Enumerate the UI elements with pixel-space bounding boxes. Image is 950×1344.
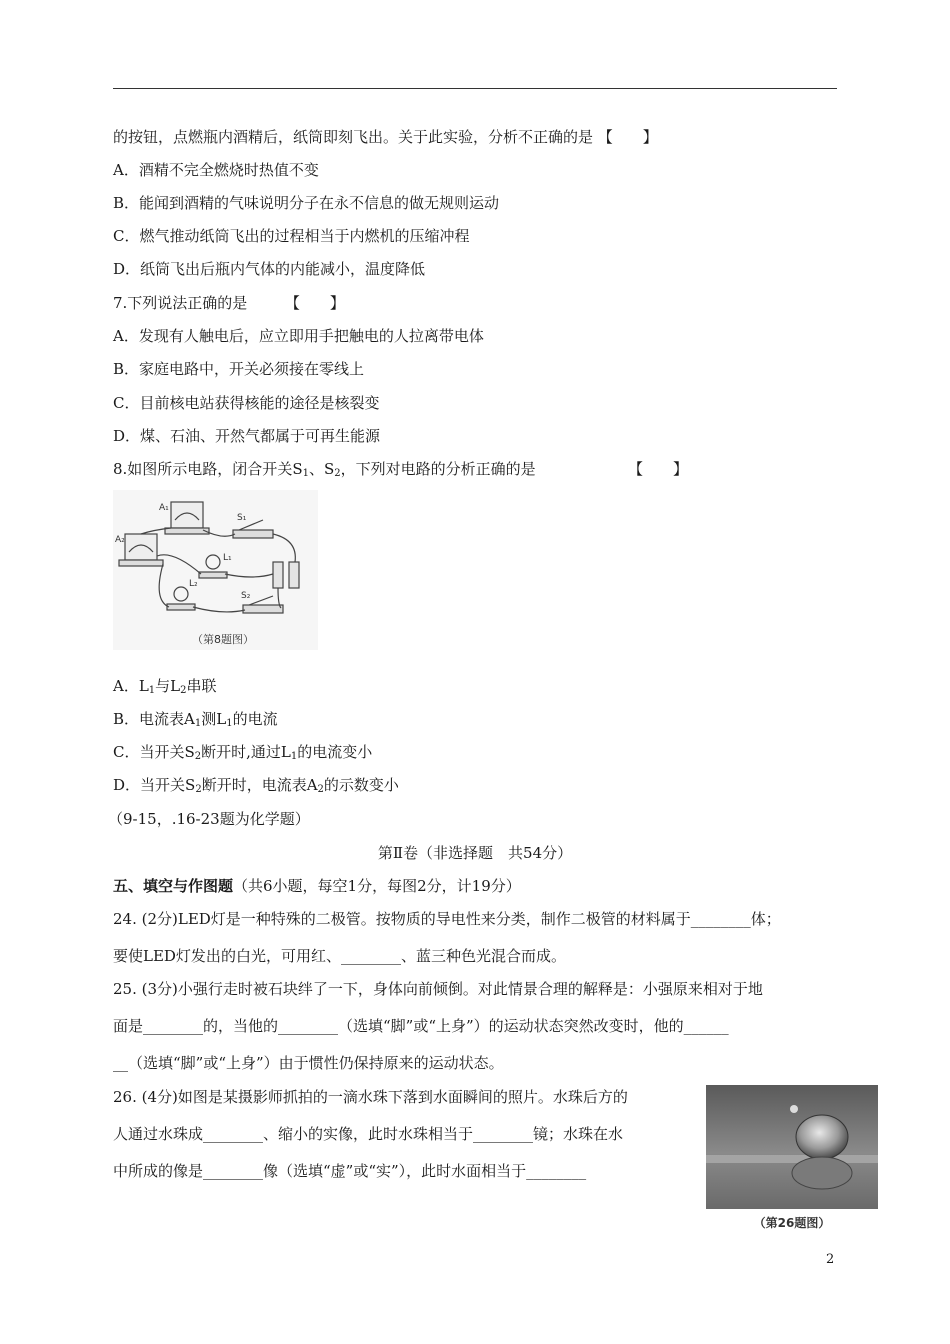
q26-line3: 中所成的像是________像（选填“虚”或“实”），此时水面相当于________ bbox=[113, 1162, 587, 1180]
water-drop-photo bbox=[706, 1085, 878, 1235]
circuit-figure bbox=[113, 490, 318, 650]
fig26-caption: （第26题图） bbox=[753, 1216, 831, 1230]
q6-option-b: B．能闻到酒精的气味说明分子在永不信息的做无规则运动 bbox=[113, 194, 500, 212]
q8-option-a: A．$L_1$与$L_2$串联 bbox=[113, 677, 217, 696]
q25-line2: 面是________的，当他的________（选填“脚”或“上身”）的运动状态突然改变时，他的______ bbox=[113, 1017, 729, 1035]
label-l1: L₁ bbox=[223, 553, 232, 563]
q7-option-d: D．煤、石油、开然气都属于可再生能源 bbox=[113, 427, 381, 445]
label-a2: A₂ bbox=[115, 535, 125, 545]
q25-line3: __（选填“脚”或“上身”）由于惯性仍保持原来的运动状态。 bbox=[113, 1054, 504, 1072]
q7-option-b: B．家庭电路中，开关必须接在零线上 bbox=[113, 360, 365, 378]
q8-stem: 8.如图所示电路，闭合开关$S_1$、$S_2$，下列对电路的分析正确的是 bbox=[113, 460, 536, 479]
label-a1: A₁ bbox=[159, 503, 169, 513]
chem-note: （9-15，.16-23题为化学题） bbox=[108, 810, 310, 828]
q8-option-b: B．电流表$A_1$测$L_1$的电流 bbox=[113, 710, 278, 729]
part2-title: 第Ⅱ卷（非选择题 共54分） bbox=[377, 844, 573, 862]
q26-line2: 人通过水珠成________、缩小的实像，此时水珠相当于________镜；水珠在水 bbox=[113, 1125, 624, 1143]
q8-option-d: D．当开关$S_2$断开时，电流表$A_2$的示数变小 bbox=[113, 776, 399, 795]
page-number: 2 bbox=[826, 1252, 835, 1267]
q6-option-c: C．燃气推动纸筒飞出的过程相当于内燃机的压缩冲程 bbox=[113, 227, 470, 245]
label-s1: S₁ bbox=[237, 513, 247, 523]
section5-heading: 五、填空与作图题（共6小题，每空1分，每图2分，计19分） bbox=[113, 877, 521, 895]
header-rule bbox=[113, 88, 837, 89]
q24-line2: 要使LED灯发出的白光，可用红、________、蓝三种色光混合而成。 bbox=[113, 947, 566, 965]
q6-option-d: D．纸筒飞出后瓶内气体的内能减小，温度降低 bbox=[113, 260, 426, 278]
q24-line1: 24. (2分)LED灯是一种特殊的二极管。按物质的导电性来分类，制作二极管的材料属于________体； bbox=[113, 910, 781, 928]
fig8-caption: （第8题图） bbox=[192, 633, 254, 646]
q25-line1: 25. (3分)小强行走时被石块绊了一下，身体向前倾倒。对此情景合理的解释是：小强原来相对于地 bbox=[113, 980, 763, 998]
q6-stem: 的按钮，点燃瓶内酒精后，纸筒即刻飞出。关于此实验，分析不正确的是 【 】 bbox=[113, 128, 658, 146]
q8-option-c: C．当开关$S_2$断开时,通过$L_1$的电流变小 bbox=[113, 743, 373, 762]
label-s2: S₂ bbox=[241, 591, 251, 601]
q7-stem: 7.下列说法正确的是 【 】 bbox=[113, 294, 345, 312]
q7-option-a: A．发现有人触电后，应立即用手把触电的人拉离带电体 bbox=[113, 327, 484, 345]
q8-answer-bracket: 【 】 bbox=[628, 460, 689, 478]
q7-option-c: C．目前核电站获得核能的途径是核裂变 bbox=[113, 394, 380, 412]
q6-option-a: A．酒精不完全燃烧时热值不变 bbox=[113, 161, 319, 179]
label-l2: L₂ bbox=[189, 579, 198, 589]
q26-line1: 26. (4分)如图是某摄影师抓拍的一滴水珠下落到水面瞬间的照片。水珠后方的 bbox=[113, 1088, 628, 1106]
